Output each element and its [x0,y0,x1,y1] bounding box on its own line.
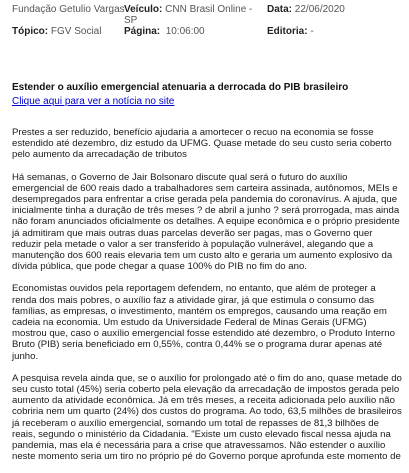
veiculo-field [124,4,259,26]
data-value: 22/06/2020 [294,4,345,15]
pagina-label: Página: [124,26,161,37]
source-organization: Fundação Getulio Vargas [12,4,125,15]
data-field [267,4,345,15]
editoria-label: Editoria: [267,26,308,37]
topico-label: Tópico: [12,26,49,37]
topico-value: FGV Social [50,26,102,37]
clipping-metadata-header [0,0,409,44]
veiculo-label: Veículo: [124,4,163,15]
view-on-site-link[interactable]: Clique aqui para ver a notícia no site [12,96,175,107]
article-paragraph: Economistas ouvidos pela reportagem defendem, no entanto, que além de proteger a renda dos mais pobres, o auxílio faz a atividade girar, já que estimula o consumo das famílias, as empresas, o investimento, mantém os empregos, causando uma reação em cadeia na economia. Um estudo da Universidade Federal de Minas Gerais (UFMG) mostrou que, caso o auxílio emergencial fosse estendido até dezembro, o Produto Interno Bruto (PIB) seria beneficiado em 0,55%, contra 0,44% se o programa durar apenas até junho. [12,283,395,362]
article-headline: Estender o auxílio emergencial atenuaria a derrocada do PIB brasileiro [12,82,349,93]
editoria-value: - [310,26,314,37]
article-paragraph: Prestes a ser reduzido, benefício ajudaria a amortecer o recuo na economia se fosse estendido até dezembro, diz estudo da UFMG. Quase metade do seu custo seria coberto pelo aumento da arrecadação de tributos [12,127,392,161]
article-body [12,127,402,462]
pagina-field [124,26,205,37]
pagina-value: 10:06:00 [165,26,205,37]
article-paragraph: A pesquisa revela ainda que, se o auxílio for prolongado até o fim do ano, quase metade do seu custo total (45%) seria coberto pela elevação da arrecadação de impostos gerada pelo aumento da atividade econômica. Já em três meses, a receita adicionada pelo auxílio não cobriria nem um quarto (24%) dos custos do programa. Ao todo, 63,5 milhões de brasileiros já receberam o auxílio emergencial, somando um total de repasses de 81,3 bilhões de reais, segundo o ministério da Cidadania. "Existe um custo elevado fiscal nessa ajuda na pandemia, mas ela é necessária para a crise que atravessamos. Não estender o auxílio neste momento seria um tiro no próprio pé do Governo porque aprofunda este momento de [12,372,402,463]
article-paragraph: Há semanas, o Governo de Jair Bolsonaro discute qual será o futuro do auxílio emergencial de 600 reais dado a trabalhadores sem carteira assinada, autônomos, MEIs e desempregados para enfrentar a crise gerada pela pandemia do coronavírus. A ajuda, que inicialmente tinha a duração de três meses ? de abril a junho ? será prorrogada, mas ainda não foram anunciados oficialmente os detalhes. A equipe econômica e o próprio presidente já admitiram que mais outras duas parcelas deverão ser pagas, mas o Governo quer reduzir pela metade o valor a ser transferido à população vulnerável, alegando que a manutenção dos 600 reais elevaria tem um custo alto e geraria um aumento explosivo da dívida pública, que pode chegar a quase 100% do PIB no fim do ano. [12,171,400,273]
editoria-field [267,26,314,37]
article [12,82,402,473]
topico-field [12,26,101,37]
veiculo-value: CNN Brasil Online - SP [124,4,253,26]
data-label: Data: [267,4,293,15]
